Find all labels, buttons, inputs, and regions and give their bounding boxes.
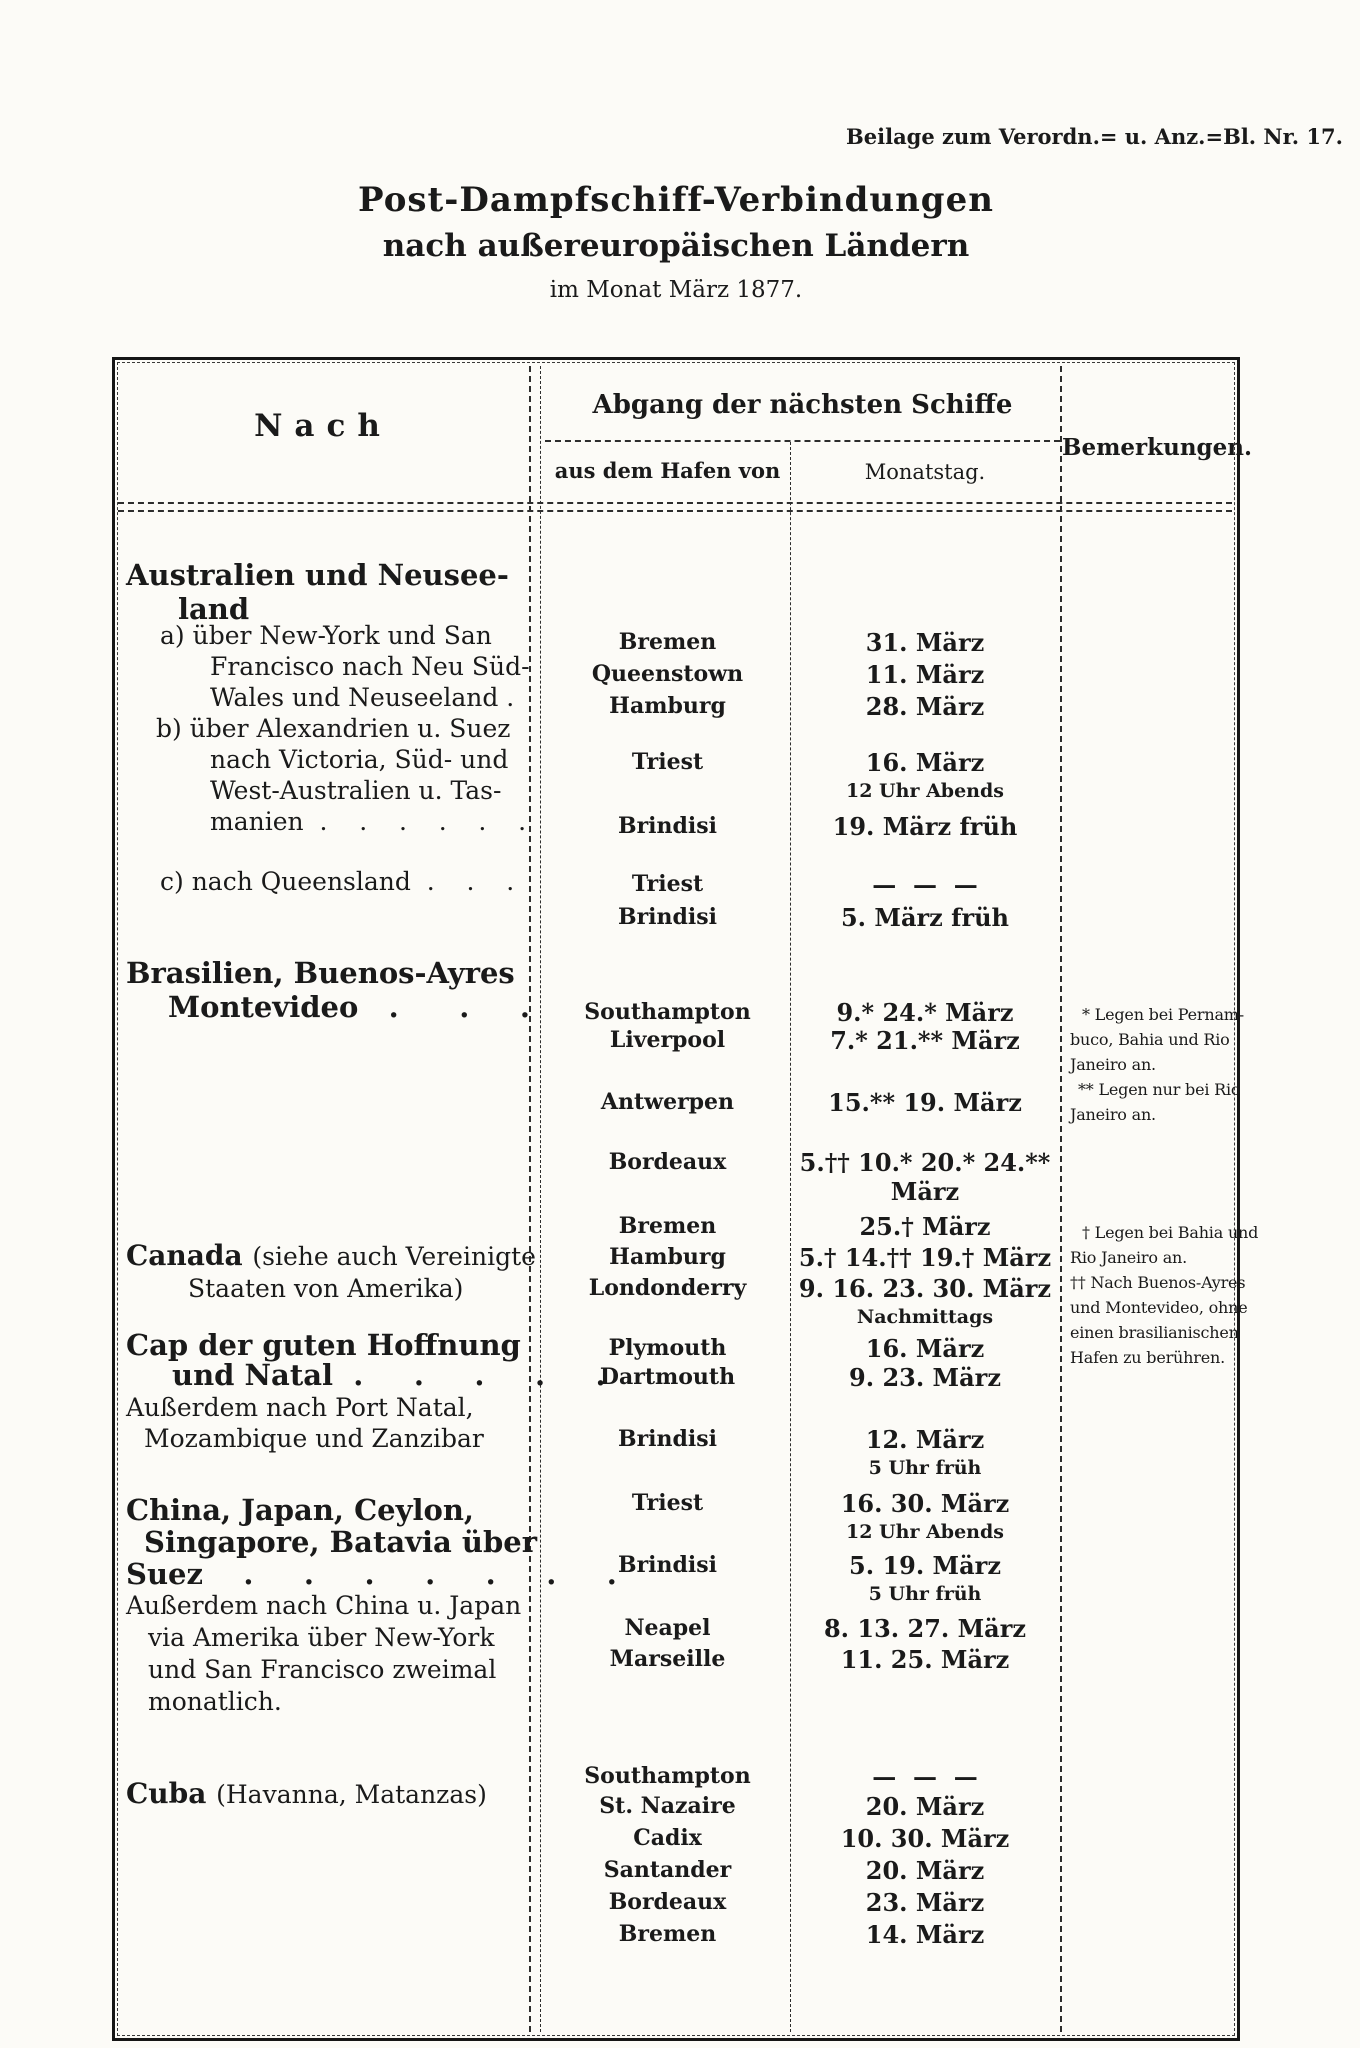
text-line: Singapore, Batavia über <box>144 1525 537 1559</box>
port-cell: Triest <box>631 1490 704 1516</box>
dest-queensland <box>126 866 532 897</box>
page-header-note: Beilage zum Verordn.= u. Anz.=Bl. Nr. 17. <box>846 124 1343 149</box>
text-line: ** Legen nur bei Rio <box>1078 1080 1241 1099</box>
date-cell <box>792 1645 1058 1674</box>
date-cell <box>792 1614 1058 1643</box>
port-cell: Bordeaux <box>608 1889 727 1915</box>
text-line: Mozambique und Zanzibar <box>144 1424 484 1453</box>
rule-under-abgang <box>545 440 1060 442</box>
text-line: 16. 30. März <box>840 1489 1010 1518</box>
text-line: 16. März <box>865 1334 985 1363</box>
text-line: Australien und Neusee- <box>126 558 509 592</box>
text-line: West-Australien u. Tas- <box>210 776 502 805</box>
text-line: 23. März <box>865 1888 985 1917</box>
text-line: 9. 23. März <box>849 1363 1001 1392</box>
date-cell <box>792 1088 1058 1117</box>
text-line: † Legen bei Bahia und <box>1082 1223 1259 1242</box>
text-line: Außerdem nach Port Natal, <box>126 1393 474 1422</box>
text-line: 5. März früh <box>840 903 1010 932</box>
port-cell: Triest <box>631 871 704 897</box>
text-line: Francisco nach Neu Süd- <box>210 652 530 681</box>
text-line: land <box>178 592 250 626</box>
text-line: Janeiro an. <box>1070 1105 1156 1124</box>
text-line: Hafen zu berühren. <box>1070 1348 1225 1367</box>
text-line: März <box>890 1177 960 1206</box>
port-cell: Santander <box>603 1857 732 1883</box>
text-line: Nachmittags <box>856 1306 994 1328</box>
text-line: 12. März <box>865 1425 985 1454</box>
destination-lead: Canada <box>126 1239 253 1272</box>
text-line: 5 Uhr früh <box>868 1457 982 1479</box>
dest-cap <box>126 1328 606 1392</box>
port-cell: Londonderry <box>588 1275 747 1301</box>
page-title-line2: nach außereuropäischen Ländern <box>382 228 970 264</box>
dest-cuba <box>126 1778 532 1810</box>
text-line <box>126 1778 532 1810</box>
column-header-monatstag: Monatstag. <box>864 460 986 484</box>
text-line: und Natal . . . . . <box>172 1358 606 1392</box>
text-line <box>126 1239 536 1273</box>
text-line: 11. 25. März <box>840 1645 1010 1674</box>
text-line: * Legen bei Pernam- <box>1082 1005 1244 1024</box>
text-line: — — — <box>872 1762 978 1791</box>
text-line: 9.* 24.* März <box>836 998 1014 1027</box>
port-cell: Brindisi <box>617 1426 718 1452</box>
text-line: buco, Bahia und Rio <box>1070 1030 1230 1049</box>
text-line: b) über Alexandrien u. Suez <box>156 714 511 743</box>
date-cell <box>792 1856 1058 1885</box>
text-line: Außerdem nach China u. Japan <box>126 1591 522 1620</box>
dest-brasilien <box>126 956 532 1024</box>
date-cell <box>792 1425 1058 1483</box>
date-cell <box>792 1888 1058 1917</box>
date-cell <box>792 1792 1058 1821</box>
text-line: 9. 16. 23. 30. März <box>798 1274 1052 1303</box>
port-cell: Brindisi <box>617 904 718 930</box>
remarks-canada <box>1070 1220 1259 1370</box>
date-cell <box>792 660 1058 689</box>
text-line: 11. März <box>865 660 985 689</box>
date-cell <box>792 1148 1058 1206</box>
port-cell: Hamburg <box>609 693 726 719</box>
date-cell <box>792 1274 1058 1332</box>
dest-canada <box>126 1239 536 1305</box>
date-cell <box>792 1551 1058 1609</box>
date-cell <box>792 1026 1058 1055</box>
date-cell <box>792 1212 1058 1241</box>
date-cell <box>792 1762 1058 1791</box>
port-cell: Marseille <box>609 1646 726 1672</box>
text-line: c) nach Queensland . . . <box>160 867 515 896</box>
destination-lead: Cuba <box>126 1777 217 1810</box>
text-line: Brasilien, Buenos-Ayres <box>126 956 515 990</box>
date-cell <box>792 692 1058 721</box>
port-cell: Queenstown <box>591 661 744 687</box>
dest-australien-routes <box>126 620 532 837</box>
column-header-nach: Nach <box>254 408 392 444</box>
dest-cap-note <box>126 1392 532 1454</box>
text-line: Wales und Neuseeland . <box>210 683 515 712</box>
text-line: monatlich. <box>148 1687 282 1716</box>
date-cell <box>792 1824 1058 1853</box>
header-rule-bottom <box>118 510 1232 512</box>
port-cell: Southampton <box>584 999 751 1025</box>
text-line: †† Nach Buenos-Ayres <box>1070 1273 1246 1292</box>
text-line: 10. 30. März <box>840 1824 1010 1853</box>
port-cell: Dartmouth <box>599 1364 736 1390</box>
port-cell: Cadix <box>633 1825 702 1851</box>
text-line: a) über New-York und San <box>160 621 492 650</box>
port-cell: Antwerpen <box>600 1089 735 1115</box>
text-line: 5.† 14.†† 19.† März <box>798 1243 1052 1272</box>
text-line: und Montevideo, ohne <box>1070 1298 1248 1317</box>
text-line: und San Francisco zweimal <box>148 1655 497 1684</box>
date-cell <box>792 1363 1058 1392</box>
date-cell <box>792 628 1058 657</box>
text-line: 15.** 19. März <box>828 1088 1022 1117</box>
remarks-brasilien <box>1070 1002 1244 1127</box>
destination-rest: (Havanna, Matanzas) <box>216 1780 487 1809</box>
text-line: einen brasilianischen <box>1070 1323 1239 1342</box>
page-title-line1: Post-Dampfschiff-Verbindungen <box>358 180 994 220</box>
text-line: 12 Uhr Abends <box>846 780 1004 802</box>
text-line: — — — <box>872 870 978 899</box>
text-line: China, Japan, Ceylon, <box>126 1493 475 1527</box>
date-cell <box>792 998 1058 1027</box>
column-divider-nach-inner <box>540 366 541 2032</box>
date-cell <box>792 1489 1058 1547</box>
port-cell: Bremen <box>618 629 717 655</box>
column-header-abgang: Abgang der nächsten Schiffe <box>592 390 1013 420</box>
port-cell: St. Nazaire <box>599 1793 736 1819</box>
port-cell: Liverpool <box>609 1027 726 1053</box>
port-cell: Bremen <box>618 1213 717 1239</box>
text-line: 20. März <box>865 1792 985 1821</box>
date-cell <box>792 1243 1058 1272</box>
text-line: 31. März <box>865 628 985 657</box>
date-cell <box>792 903 1058 932</box>
text-line: 14. März <box>865 1920 985 1949</box>
text-line: 28. März <box>865 692 985 721</box>
text-line: nach Victoria, Süd- und <box>210 745 509 774</box>
text-line: 5. 19. März <box>849 1551 1001 1580</box>
port-cell: Brindisi <box>617 813 718 839</box>
page-title-line3: im Monat März 1877. <box>549 277 803 303</box>
text-line: 7.* 21.** März <box>830 1026 1020 1055</box>
text-line: 20. März <box>865 1856 985 1885</box>
date-cell <box>792 1334 1058 1363</box>
port-cell: Brindisi <box>617 1552 718 1578</box>
port-cell: Southampton <box>584 1763 751 1789</box>
text-line: Montevideo . . . <box>168 990 530 1024</box>
text-line: 19. März früh <box>832 812 1018 841</box>
date-cell <box>792 1920 1058 1949</box>
column-divider-hafen-monatstag <box>790 442 791 2032</box>
text-line: Suez . . . . . . . <box>126 1557 617 1591</box>
column-header-bemerkungen: Bemerkungen. <box>1062 434 1252 461</box>
text-line: Staaten von Amerika) <box>188 1274 464 1303</box>
text-line: Rio Janeiro an. <box>1070 1248 1188 1267</box>
port-cell: Triest <box>631 749 704 775</box>
port-cell: Neapel <box>624 1615 711 1641</box>
port-cell: Hamburg <box>609 1244 726 1270</box>
date-cell <box>792 748 1058 806</box>
text-line: 12 Uhr Abends <box>846 1521 1004 1543</box>
port-cell: Plymouth <box>608 1335 727 1361</box>
text-line: manien . . . . . . <box>210 807 527 836</box>
column-divider-bemerkungen <box>1060 366 1062 2032</box>
text-line: 5 Uhr früh <box>868 1583 982 1605</box>
date-cell <box>792 870 1058 899</box>
text-line: Cap der guten Hoffnung <box>126 1328 521 1362</box>
text-line: 25.† März <box>859 1212 991 1241</box>
header-rule-top <box>118 502 1232 504</box>
port-cell: Bremen <box>618 1921 717 1947</box>
port-cell: Bordeaux <box>608 1149 727 1175</box>
dest-china <box>126 1493 617 1591</box>
text-line: Janeiro an. <box>1070 1055 1156 1074</box>
text-line: 5.†† 10.* 20.* 24.** <box>799 1148 1051 1177</box>
dest-china-note <box>126 1590 532 1718</box>
text-line: via Amerika über New-York <box>148 1623 495 1652</box>
text-line: 16. März <box>865 748 985 777</box>
column-header-hafen: aus dem Hafen von <box>554 458 781 483</box>
destination-rest: (siehe auch Vereinigte <box>252 1242 536 1271</box>
dest-australien <box>126 558 532 626</box>
date-cell <box>792 812 1058 841</box>
text-line: 8. 13. 27. März <box>823 1614 1027 1643</box>
